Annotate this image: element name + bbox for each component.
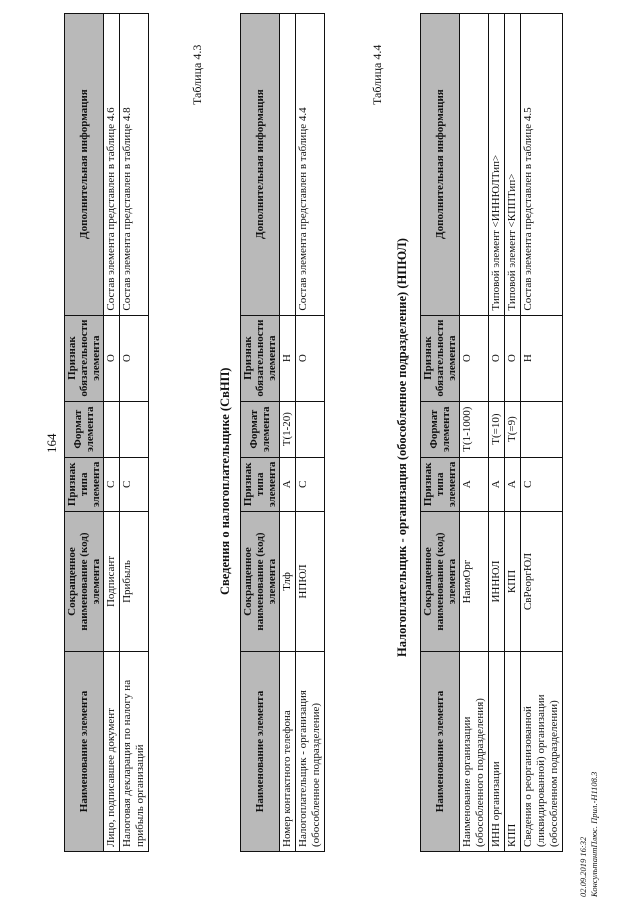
cell-short-code: КПП	[505, 512, 521, 652]
cell-short-code: ИННЮЛ	[489, 512, 505, 652]
table-row	[505, 13, 521, 851]
cell-additional-info: Состав элемента представлен в таблице 4.8	[120, 13, 149, 315]
cell-type: С	[120, 457, 149, 511]
cell-type: С	[104, 457, 120, 511]
table-caption: Таблица 4.4	[370, 44, 384, 105]
table-row	[296, 13, 325, 851]
header-type: Признак типа элемента	[65, 457, 104, 511]
header-obligation: Признак обязательности элемента	[65, 315, 104, 401]
table-caption: Таблица 4.3	[190, 44, 204, 105]
cell-type: А	[460, 457, 489, 511]
cell-short-code: СвРеоргЮЛ	[521, 512, 563, 652]
cell-format: T(1-1000)	[460, 401, 489, 457]
cell-type: А	[489, 457, 505, 511]
cell-element-name: Лицо, подписавшее документ	[104, 652, 120, 852]
table-row	[120, 13, 149, 851]
cell-format	[521, 401, 563, 457]
header-short-code: Сокращенное наименование (код) элемента	[241, 512, 280, 652]
footer-datetime: 02.09.2019 16:32	[578, 836, 588, 897]
cell-obligation: О	[460, 315, 489, 401]
header-element-name: Наименование элемента	[421, 652, 460, 852]
table-taxpayer-info	[240, 13, 325, 852]
cell-additional-info	[460, 13, 489, 315]
cell-additional-info: Типовой элемент <ИННЮЛТип>	[489, 13, 505, 315]
cell-type: С	[521, 457, 563, 511]
cell-format: T(=9)	[505, 401, 521, 457]
table-taxpayer-organization	[420, 13, 563, 852]
cell-format: T(1-20)	[280, 401, 296, 457]
header-obligation: Признак обязательности элемента	[421, 315, 460, 401]
page-number: 164	[44, 433, 59, 453]
cell-element-name: Налоговая декларация по налогу на прибыль организаций	[120, 652, 149, 852]
cell-short-code: Прибыль	[120, 512, 149, 652]
header-short-code: Сокращенное наименование (код) элемента	[421, 512, 460, 652]
section-title: Налогоплательщик - организация (обособленное подразделение) (НПЮЛ)	[395, 238, 409, 657]
section-title: Сведения о налогоплательщике (СвНП)	[218, 367, 232, 595]
header-element-name: Наименование элемента	[65, 652, 104, 852]
print-footer	[578, 697, 600, 897]
cell-obligation: О	[296, 315, 325, 401]
cell-obligation: Н	[280, 315, 296, 401]
header-element-name: Наименование элемента	[241, 652, 280, 852]
cell-obligation: О	[104, 315, 120, 401]
header-type: Признак типа элемента	[241, 457, 280, 511]
cell-type: А	[280, 457, 296, 511]
header-format: Формат элемента	[65, 401, 104, 457]
cell-format	[104, 401, 120, 457]
header-type: Признак типа элемента	[421, 457, 460, 511]
cell-additional-info: Типовой элемент <КППТип>	[505, 13, 521, 315]
cell-type: С	[296, 457, 325, 511]
header-format: Формат элемента	[241, 401, 280, 457]
cell-additional-info: Состав элемента представлен в таблице 4.5	[521, 13, 563, 315]
table-row	[460, 13, 489, 851]
cell-type: А	[505, 457, 521, 511]
cell-additional-info: Состав элемента представлен в таблице 4.6	[104, 13, 120, 315]
footer-source: КонсультантПлюс. Прил.-Н1108.3	[589, 771, 599, 897]
cell-format	[120, 401, 149, 457]
cell-additional-info	[280, 13, 296, 315]
table-header-row	[241, 13, 280, 851]
cell-obligation: О	[489, 315, 505, 401]
cell-element-name: Сведения о реорганизованной (ликвидированной) организации (обособленном подразделении)	[521, 652, 563, 852]
table-header-row	[65, 13, 104, 851]
header-additional-info: Дополнительная информация	[65, 13, 104, 315]
cell-obligation: Н	[521, 315, 563, 401]
cell-element-name: Налогоплательщик - организация (обособленное подразделение)	[296, 652, 325, 852]
header-additional-info: Дополнительная информация	[421, 13, 460, 315]
cell-short-code: Подписант	[104, 512, 120, 652]
table-row	[489, 13, 505, 851]
table-row	[521, 13, 563, 851]
cell-obligation: О	[120, 315, 149, 401]
header-obligation: Признак обязательности элемента	[241, 315, 280, 401]
cell-short-code: Тлф	[280, 512, 296, 652]
header-short-code: Сокращенное наименование (код) элемента	[65, 512, 104, 652]
header-additional-info: Дополнительная информация	[241, 13, 280, 315]
cell-format: T(=10)	[489, 401, 505, 457]
cell-element-name: КПП	[505, 652, 521, 852]
cell-element-name: Номер контактного телефона	[280, 652, 296, 852]
cell-format	[296, 401, 325, 457]
table-elements-continued	[64, 13, 149, 852]
cell-obligation: О	[505, 315, 521, 401]
table-row	[104, 13, 120, 851]
table-row	[280, 13, 296, 851]
cell-element-name: Наименование организации (обособленного подразделения)	[460, 652, 489, 852]
cell-short-code: НаимОрг	[460, 512, 489, 652]
table-header-row	[421, 13, 460, 851]
cell-short-code: НПЮЛ	[296, 512, 325, 652]
cell-element-name: ИНН организации	[489, 652, 505, 852]
header-format: Формат элемента	[421, 401, 460, 457]
cell-additional-info: Состав элемента представлен в таблице 4.4	[296, 13, 325, 315]
